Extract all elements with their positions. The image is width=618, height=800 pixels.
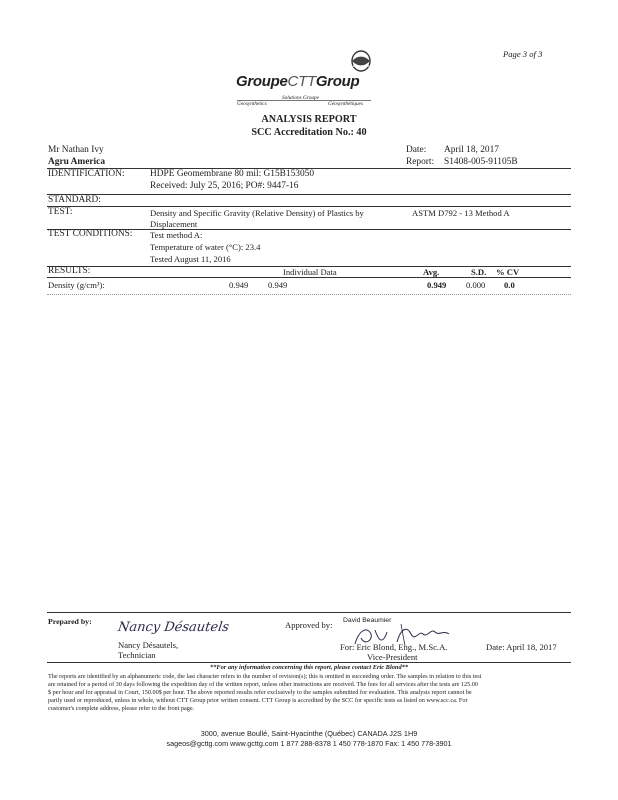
conditions-line-2: Temperature of water (°C): 23.4	[150, 242, 261, 252]
cv-header: % CV	[496, 267, 520, 277]
globe-icon	[344, 49, 378, 73]
astm-method: ASTM D792 - 13 Method A	[412, 208, 510, 218]
page-number: Page 3 of 3	[503, 49, 543, 59]
results-label: RESULTS:	[48, 266, 91, 276]
prepared-by-label: Prepared by:	[48, 617, 92, 626]
report-title: ANALYSIS REPORT	[261, 114, 357, 125]
prepared-title: Technician	[118, 650, 156, 660]
logo-sub-left: Geosynthetics	[237, 101, 267, 107]
identification-line-1: HDPE Geomembrane 80 mil: G15B153050	[150, 169, 315, 179]
disclaimer-line-5: customer's complete address, please refer to the front page.	[48, 705, 195, 712]
report-number: S1408-005-91105B	[444, 157, 518, 167]
approved-by-label: Approved by:	[285, 620, 333, 630]
divider	[47, 612, 571, 613]
logo-ctt: CTT	[287, 73, 316, 90]
accreditation-number: SCC Accreditation No.: 40	[251, 127, 367, 138]
identification-line-2: Received: July 25, 2016; PO#: 9447-16	[150, 181, 299, 191]
logo-group: Group	[315, 73, 360, 90]
logo-sub-mid: Solutions Groupe	[282, 95, 320, 101]
cv-value: 0.0	[504, 280, 515, 290]
approved-date: Date: April 18, 2017	[486, 642, 557, 652]
individual-data-header: Individual Data	[283, 267, 337, 277]
disclaimer-line-4: partly used or reproduced, unless in whole, without CTT Group prior written consent. CTT Group is accredited by the SCC for specific tests as listed on www.scc.ca. For	[48, 697, 468, 704]
sd-value: 0.000	[466, 280, 486, 290]
conditions-line-1: Test method A:	[150, 230, 203, 240]
client-company: Agru America	[48, 157, 106, 167]
divider	[47, 662, 571, 663]
sd-header: S.D.	[471, 267, 487, 277]
individual-value-1: 0.949	[229, 280, 249, 290]
prepared-signature: Nancy Désautels	[116, 620, 230, 635]
logo-sub-right: Géosynthétiques	[328, 101, 364, 107]
test-label: TEST:	[48, 207, 73, 217]
client-name: Mr Nathan Ivy	[48, 145, 104, 155]
dotted-divider	[47, 294, 571, 295]
avg-header: Avg.	[423, 267, 440, 277]
report-label: Report:	[406, 157, 435, 167]
disclaimer-line-2: are retained for a period of 30 days following the expedition day of the written report, unless other instructions are received. The fees for all services after the tests are 125.00	[48, 681, 478, 688]
logo-groupe: Groupe	[236, 73, 288, 90]
divider	[47, 277, 571, 278]
avg-value: 0.949	[427, 280, 447, 290]
approved-title: Vice-President	[367, 652, 418, 662]
date-label: Date:	[406, 145, 427, 155]
prepared-name: Nancy Désautels,	[118, 640, 179, 650]
approved-for: For: Eric Blond, Eng., M.Sc.A.	[340, 642, 448, 652]
contact-line: sageos@gcttg.com www.gcttg.com 1 877 288-8378 1 450 778-1870 Fax: 1 450 778-3901	[166, 739, 452, 748]
individual-value-2: 0.949	[268, 280, 288, 290]
test-conditions-label: TEST CONDITIONS:	[48, 229, 133, 239]
identification-label: IDENTIFICATION:	[48, 169, 125, 179]
test-line-1: Density and Specific Gravity (Relative Density) of Plastics by	[150, 208, 364, 218]
date-value: April 18, 2017	[444, 145, 499, 155]
divider	[47, 206, 571, 207]
disclaimer-line-1: The reports are identified by an alphanumeric code, the last character refers to the number of revision(s); this is omitted in succeeding order. The samples in relation to this test	[48, 673, 482, 680]
test-line-2: Displacement	[150, 219, 198, 229]
density-row-label: Density (g/cm³):	[48, 280, 105, 290]
disclaimer-line-3: $ per hour and for appraisal in Court, 150.00$ per hour. The above reported results refer exclusively to the samples submitted for evaluation. This analysis report cannot be	[48, 689, 472, 696]
standard-label: STANDARD:	[48, 195, 101, 205]
approved-handwritten-name: David Beaumier	[343, 617, 392, 624]
company-address: 3000, avenue Boullé, Saint-Hyacinthe (Québec) CANADA J2S 1H9	[200, 729, 418, 738]
contact-note: **For any information concerning this report, please contact Eric Blond**	[209, 664, 409, 671]
conditions-line-3: Tested August 11, 2016	[150, 254, 231, 264]
divider	[47, 194, 571, 195]
